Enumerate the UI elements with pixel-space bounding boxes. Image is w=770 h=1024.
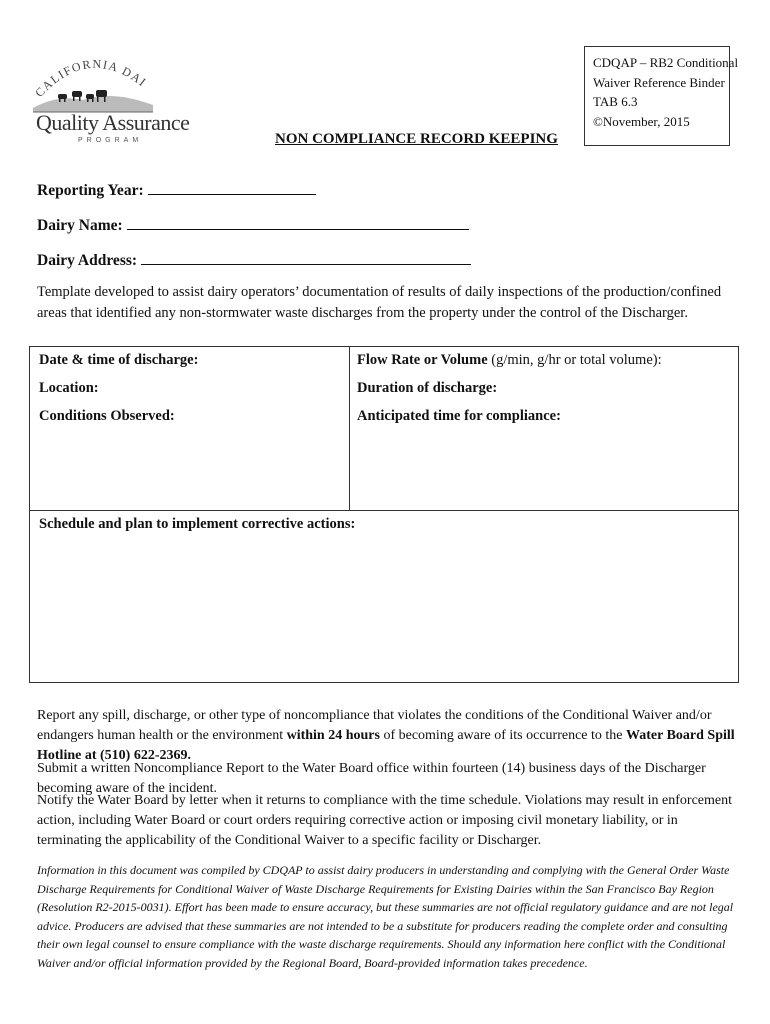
dairy-name-field — [37, 215, 469, 235]
reporting-year-input[interactable] — [148, 180, 316, 195]
submit-paragraph: Submit a written Noncompliance Report to the Water Board office within fourteen (14) business days of the Discharger becoming aware of the incident. — [37, 761, 706, 796]
reference-box — [584, 46, 739, 146]
notify-paragraph: Notify the Water Board by letter when it returns to compliance with the time schedule. Violations may result in enforcement action, including Water Board or court orders requiring corrective action or imposing civil monetary liability, or in terminating the applicability of the Conditional Waiver to a specific facility or Discharger. — [37, 793, 732, 848]
reporting-year-field — [37, 180, 316, 200]
reference-line-1: CDQAP – RB2 Conditional — [593, 55, 739, 70]
dairy-address-field — [37, 250, 471, 270]
dairy-name-label: Dairy Name: — [37, 217, 123, 234]
date-time-label[interactable]: Date & time of discharge: — [39, 352, 199, 368]
dairy-name-input[interactable] — [127, 215, 469, 230]
reporting-year-label: Reporting Year: — [37, 182, 144, 199]
page-title: NON COMPLIANCE RECORD KEEPING — [275, 131, 558, 147]
cdqap-logo — [28, 50, 190, 150]
logo-program-text: PROGRAM — [78, 137, 143, 144]
intro-paragraph: Template developed to assist dairy operators’ documentation of results of daily inspections of the production/confined areas that identified any non-stormwater waste discharges from the property under the control of the Discharger. — [37, 284, 722, 321]
reference-line-3: TAB 6.3 — [593, 94, 638, 109]
report-paragraph: Report any spill, discharge, or other type of noncompliance that violates the conditions of the Conditional Waiver and/or endangers human health or the environment within 24 hours of becoming aware of its occurrence to the Water Board Spill Hotline at (510) 622-2369. — [37, 708, 735, 763]
dairy-address-label: Dairy Address: — [37, 252, 138, 269]
location-label[interactable]: Location: — [39, 380, 99, 396]
duration-label[interactable]: Duration of discharge: — [357, 380, 498, 396]
flow-rate-label[interactable]: Flow Rate or Volume (g/min, g/hr or total volume): — [357, 352, 662, 368]
reference-line-2: Waiver Reference Binder — [593, 74, 725, 90]
anticipated-compliance-label[interactable]: Anticipated time for compliance: — [357, 408, 561, 424]
corrective-actions-label[interactable]: Schedule and plan to implement corrective actions: — [39, 516, 356, 532]
table-divider-horizontal — [30, 510, 738, 511]
dairy-address-input[interactable] — [141, 250, 471, 265]
logo-quality-text: Quality Assurance — [36, 110, 190, 135]
table-divider-vertical — [349, 347, 350, 510]
reference-line-4: ©November, 2015 — [593, 113, 690, 129]
discharge-record-table — [29, 346, 739, 683]
logo-arc-text: CALIFORNIA DAI — [32, 56, 150, 100]
conditions-observed-label[interactable]: Conditions Observed: — [39, 408, 175, 424]
disclaimer-paragraph: Information in this document was compiled by CDQAP to assist dairy producers in understanding and complying with the General Order Waste Discharge Requirements for Conditional Waiver of Waste Discharge Requirements for Existing Dairies within the San Francisco Bay Region (Resolution R2-2015-0031). Effort has been made to ensure accuracy, but these summaries are not official regulatory guidance and are not legal advice. Producers are advised that these summaries are not intended to be a substitute for producers reading the complete order and consulting their own legal counsel to ensure compliance with the waste discharge requirements. Should any information here conflict with the Conditional Waiver and/or official information provided by the Regional Board, Board-provided information takes precedence. — [37, 863, 734, 970]
